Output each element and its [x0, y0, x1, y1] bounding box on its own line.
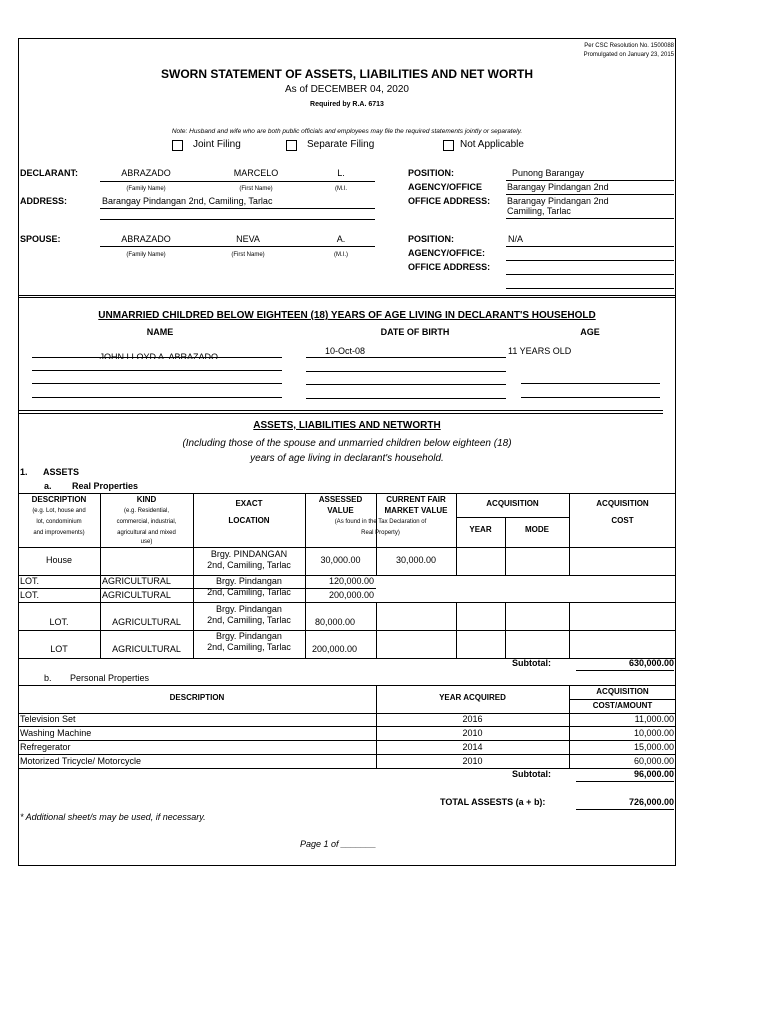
joint-filing-checkbox[interactable]	[172, 140, 183, 151]
rp-desc-note-3: and improvements)	[33, 530, 85, 536]
spouse-position-line	[506, 246, 674, 247]
declarant-first-name[interactable]: MARCELO	[233, 168, 279, 178]
rp-col-description: DESCRIPTION	[31, 495, 87, 504]
rp-kind-note-1: (e.g. Residential,	[123, 508, 170, 514]
rp-row-description: LOT.	[49, 617, 69, 627]
divider-2a	[18, 410, 663, 411]
additional-sheets-note: * Additional sheet/s may be used, if necessary.	[20, 812, 206, 822]
rp-col-year: YEAR	[469, 525, 492, 534]
personal-properties-label: Personal Properties	[70, 673, 150, 683]
rp-row-description: LOT.	[20, 590, 40, 600]
rp-row-assessed: 200,000.00	[328, 590, 374, 600]
rp-row-kind: AGRICULTURAL	[102, 590, 171, 600]
rp-kind-note-2: commercial, industrial,	[116, 519, 177, 525]
declarant-name-line	[100, 181, 375, 182]
resolution-text: Per CSC Resolution No. 1500088	[584, 43, 674, 49]
real-properties-label: Real Properties	[72, 481, 139, 491]
child-line-name-4	[32, 397, 282, 398]
pp-row3-bottom	[18, 754, 676, 755]
rp-vline-5b	[456, 602, 457, 658]
pp-col-description: DESCRIPTION	[169, 693, 225, 702]
child-line-age-3	[521, 383, 660, 384]
spouse-mi-caption: (M.I.)	[334, 252, 348, 258]
child-line-name-1	[32, 357, 282, 358]
pp-row-year: 2014	[462, 742, 483, 752]
rp-row-location-2: 2nd, Camiling, Tarlac	[207, 587, 291, 597]
total-assets-value: 726,000.00	[628, 797, 674, 807]
spouse-agency-label: AGENCY/OFFICE:	[408, 248, 486, 258]
rp-row-assessed: 200,000.00	[312, 644, 358, 654]
real-subtotal-label: Subtotal:	[512, 658, 551, 668]
rp-row-description: LOT	[50, 644, 68, 654]
divider-2b	[18, 413, 663, 414]
divider-1a	[18, 295, 676, 296]
child-dob[interactable]: 10-Oct-08	[325, 346, 366, 356]
rp-row-fair: 30,000.00	[395, 555, 437, 565]
saln-form-sheet	[18, 38, 676, 866]
rp-row-description: House	[45, 555, 72, 565]
spouse-family-caption: (Family Name)	[126, 252, 166, 258]
rp-col-fair-1: CURRENT FAIR	[386, 495, 446, 504]
family-name-caption: (Family Name)	[126, 186, 166, 192]
child-line-name-2	[32, 370, 282, 371]
rp-kind-note-4: use)	[140, 539, 153, 545]
spouse-position-label: POSITION:	[408, 234, 455, 244]
rp-row-assessed: 30,000.00	[320, 555, 361, 565]
spouse-mi[interactable]: A.	[336, 234, 346, 244]
assets-heading: ASSETS, LIABILITIES AND NETWORTH	[253, 420, 441, 431]
agency-line	[506, 194, 674, 195]
declarant-address[interactable]: Barangay Pindangan 2nd, Camiling, Tarlac	[102, 196, 273, 206]
address-line-2	[100, 219, 375, 220]
rp-fair-note: Real Property)	[361, 530, 400, 536]
office-address-2[interactable]: Camiling, Tarlac	[507, 206, 571, 216]
spouse-family-name[interactable]: ABRAZADO	[121, 234, 171, 244]
child-line-dob-1	[306, 357, 506, 358]
address-label: ADDRESS:	[20, 196, 68, 206]
agency-label: AGENCY/OFFICE	[408, 182, 483, 192]
rp-col-acquisition: ACQUISITION	[486, 499, 539, 508]
spouse-office-line-2	[506, 288, 674, 289]
declarant-mi[interactable]: L.	[337, 168, 345, 178]
spouse-first-name[interactable]: NEVA	[236, 234, 260, 244]
spouse-position[interactable]: N/A	[508, 234, 524, 244]
pp-row-cost: 10,000.00	[633, 728, 674, 738]
pp-row1-bottom	[18, 726, 676, 727]
rp-col-exact: EXACT	[235, 499, 263, 508]
personal-subtotal-value: 96,000.00	[633, 769, 674, 779]
rp-row-kind: AGRICULTURAL	[102, 576, 171, 586]
joint-filing-label: Joint Filing	[193, 139, 241, 150]
section-assets-label: ASSETS	[43, 467, 80, 477]
pp-col-year: YEAR ACQUIRED	[439, 693, 506, 702]
child-line-name-3	[32, 383, 282, 384]
office-address-label: OFFICE ADDRESS:	[408, 196, 491, 206]
rp-row-location-2: 2nd, Camiling, Tarlac	[207, 642, 291, 652]
pp-row-description: Washing Machine	[20, 728, 92, 738]
children-col-age: AGE	[580, 327, 600, 337]
pp-row4-bottom	[18, 768, 676, 769]
pp-row-cost: 15,000.00	[633, 742, 674, 752]
pp-row-year: 2016	[462, 714, 483, 724]
rp-acq-split-line	[456, 517, 569, 518]
address-line-1	[100, 208, 375, 209]
pp-col-cost-1: ACQUISITION	[596, 687, 649, 696]
declarant-family-name[interactable]: ABRAZADO	[121, 168, 171, 178]
rp-col-acq-cost-1: ACQUISITION	[596, 499, 649, 508]
rp-desc-note-2: lot, condominium	[36, 519, 82, 525]
rp-vline-6b	[505, 602, 506, 658]
total-assets-label: TOTAL ASSESTS (a + b):	[440, 797, 546, 807]
children-col-dob: DATE OF BIRTH	[380, 327, 450, 337]
child-line-dob-3	[306, 384, 506, 385]
rp-vline-3	[305, 493, 306, 658]
rp-desc-note-1: (e.g. Lot, house and	[32, 508, 86, 514]
rp-kind-note-3: agricultural and mixed	[117, 530, 176, 536]
personal-letter: b.	[44, 673, 52, 683]
spouse-office-label: OFFICE ADDRESS:	[408, 262, 491, 272]
spouse-label: SPOUSE:	[20, 234, 61, 244]
real-subtotal-value: 630,000.00	[628, 658, 674, 668]
personal-subtotal-label: Subtotal:	[512, 769, 551, 779]
rp-row4-bottom	[18, 630, 676, 631]
as-of-date: As of DECEMBER 04, 2020	[285, 84, 409, 95]
rp-vline-7b	[569, 602, 570, 658]
rp-row-kind: AGRICULTURAL	[112, 617, 181, 627]
child-line-dob-4	[306, 398, 506, 399]
pp-row-cost: 60,000.00	[633, 756, 674, 766]
personal-subtotal-line	[576, 781, 674, 782]
rp-row-location-1: Brgy. Pindangan	[216, 576, 282, 586]
spouse-office-line-1	[506, 274, 674, 275]
children-col-name: NAME	[146, 327, 174, 337]
rp-row-description: LOT.	[20, 576, 40, 586]
declarant-agency[interactable]: Barangay Pindangan 2nd	[507, 182, 609, 192]
rp-row-location-1: Brgy. PINDANGAN	[210, 549, 288, 559]
pp-header-bottom	[18, 713, 676, 714]
divider-1b	[18, 297, 676, 298]
child-line-dob-2	[306, 371, 506, 372]
not-applicable-label: Not Applicable	[460, 139, 524, 150]
separate-filing-label: Separate Filing	[307, 139, 375, 150]
pp-cost-split	[569, 699, 676, 700]
assets-sub-2: years of age living in declarant's household.	[250, 453, 444, 464]
pp-row-description: Refregerator	[20, 742, 71, 752]
mi-caption: (M.I.	[335, 186, 347, 192]
pp-row2-bottom	[18, 740, 676, 741]
page-number: Page 1 of _______	[300, 839, 377, 849]
office-address-line	[506, 218, 674, 219]
rp-row-kind: AGRICULTURAL	[112, 644, 181, 654]
spouse-agency-line	[506, 260, 674, 261]
form-title: SWORN STATEMENT OF ASSETS, LIABILITIES AND NET WORTH	[161, 67, 533, 81]
children-heading: UNMARRIED CHILDRED BELOW EIGHTEEN (18) YEARS OF AGE LIVING IN DECLARANT'S HOUSEHOLD	[98, 310, 596, 321]
rp-col-assessed-1: ASSESSED	[318, 495, 363, 504]
rp-vline-4b	[376, 602, 377, 658]
pp-row-description: Motorized Tricycle/ Motorcycle	[20, 756, 142, 766]
rp-col-acq-cost-2: COST	[611, 516, 634, 525]
position-line	[506, 180, 674, 181]
first-name-caption: (First Name)	[239, 186, 273, 192]
child-name[interactable]: JOHN LLOYD A. ABRAZADO	[99, 352, 218, 359]
pp-row-cost: 11,000.00	[634, 714, 674, 724]
child-line-age-4	[521, 397, 660, 398]
rp-top-line	[18, 493, 676, 494]
promulgated-text: Promulgated on January 23, 2015	[583, 52, 674, 58]
rp-row-assessed: 120,000.00	[328, 576, 374, 586]
rp-col-mode: MODE	[525, 525, 549, 534]
declarant-label: DECLARANT:	[20, 168, 78, 178]
separate-filing-checkbox[interactable]	[286, 140, 297, 151]
rp-col-fair-2: MARKET VALUE	[384, 506, 448, 515]
rp-row-location-1: Brgy. Pindangan	[216, 604, 282, 614]
filing-note: Note: Husband and wife who are both public officials and employees may file the required statements jointly or separately.	[171, 128, 523, 135]
position-label: POSITION:	[408, 168, 455, 178]
rp-vline-1	[100, 493, 101, 658]
pp-row-description: Television Set	[20, 714, 76, 724]
section-number: 1.	[20, 467, 28, 477]
rp-col-location: LOCATION	[228, 516, 270, 525]
not-applicable-checkbox[interactable]	[443, 140, 454, 151]
rp-row-location-1: Brgy. Pindangan	[216, 631, 282, 641]
pp-row-year: 2010	[462, 756, 483, 766]
pp-row-year: 2010	[462, 728, 483, 738]
spouse-first-caption: (First Name)	[231, 252, 265, 258]
spouse-name-line	[100, 246, 375, 247]
rp-col-kind: KIND	[136, 495, 157, 504]
required-by: Required by R.A. 6713	[310, 101, 384, 108]
rp-header-bottom	[18, 547, 676, 548]
pp-col-cost-2: COST/AMOUNT	[592, 701, 653, 710]
rp-row3-bottom	[18, 602, 676, 603]
rp-row-location-2: 2nd, Camiling, Tarlac	[207, 615, 291, 625]
real-subtotal-line	[576, 670, 674, 671]
rp-assessed-note: (As found in the Tax Declaration of	[334, 519, 427, 525]
pp-vline-2	[569, 685, 570, 768]
rp-row-assessed: 80,000.00	[315, 617, 356, 627]
declarant-position[interactable]: Punong Barangay	[512, 168, 585, 178]
child-age[interactable]: 11 YEARS OLD	[508, 346, 572, 356]
real-letter: a.	[44, 481, 52, 491]
pp-top-line	[18, 685, 676, 686]
rp-row-location-2: 2nd, Camiling, Tarlac	[207, 560, 291, 570]
rp-col-assessed-2: VALUE	[327, 506, 354, 515]
assets-sub-1: (Including those of the spouse and unmarried children below eighteen (18)	[182, 438, 512, 449]
office-address-1[interactable]: Barangay Pindangan 2nd	[507, 196, 609, 206]
total-line	[576, 809, 674, 810]
